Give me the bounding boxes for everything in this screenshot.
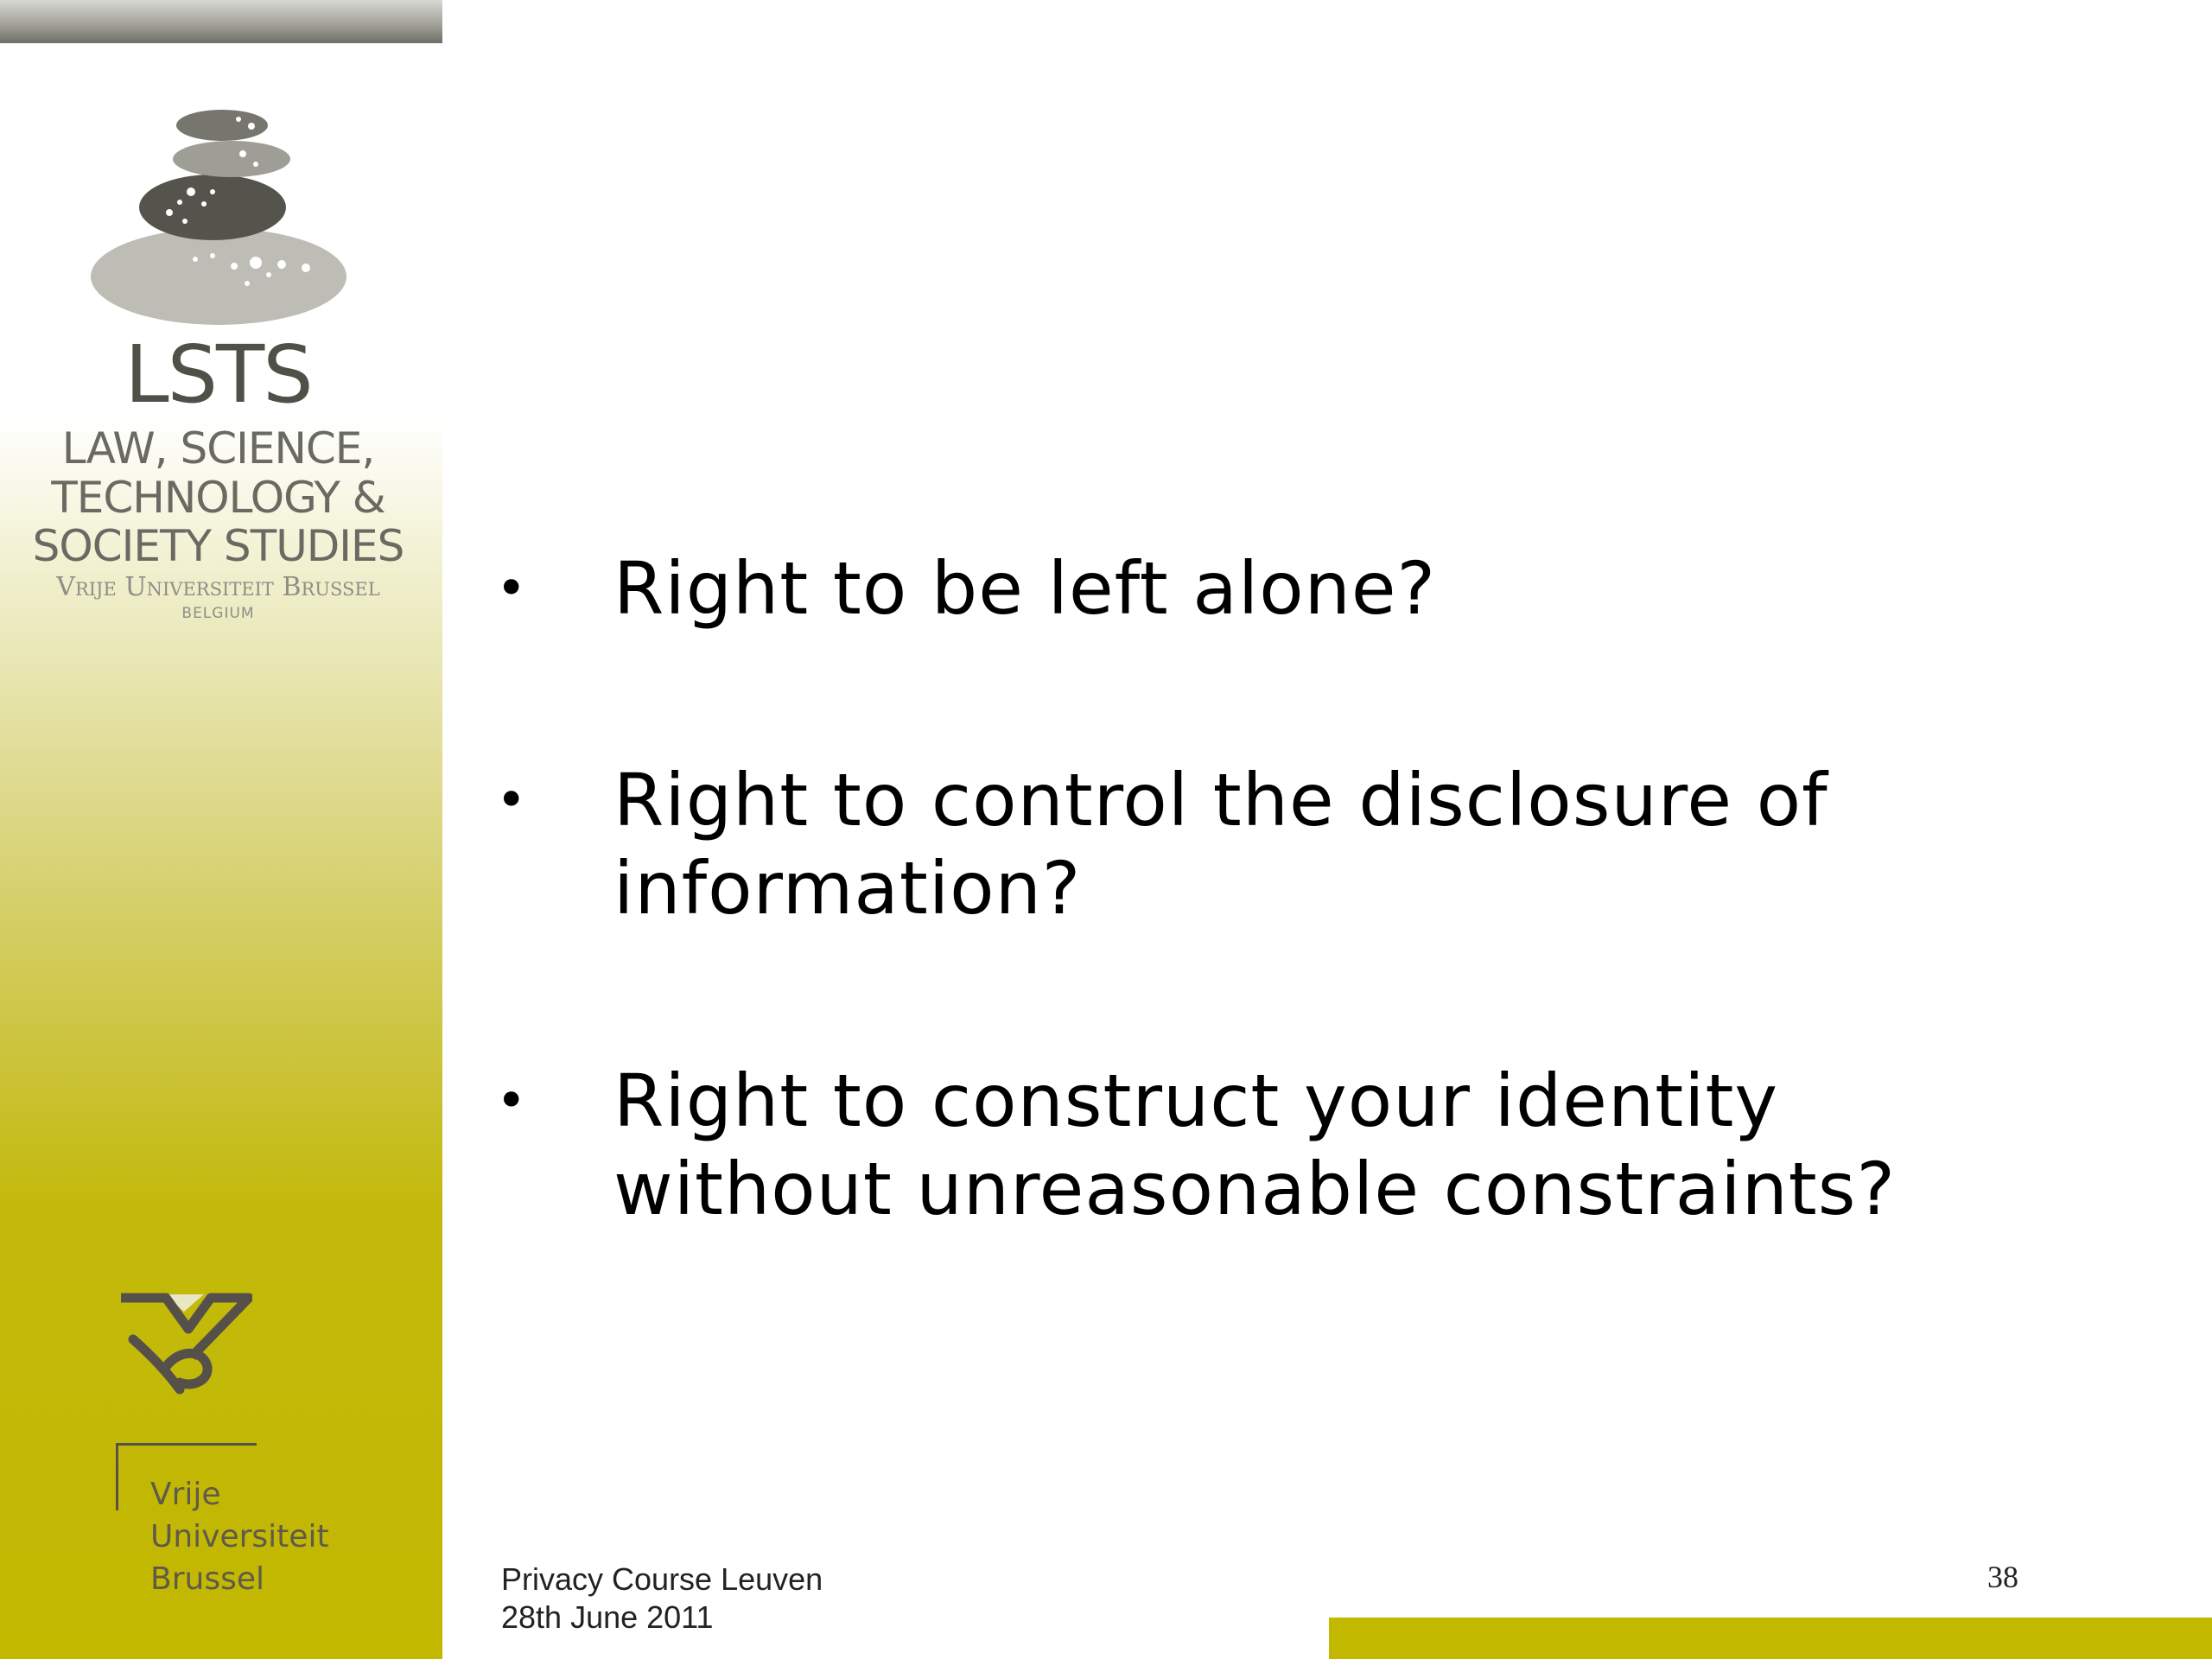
- bullet-text: Right to be left alone?: [613, 546, 1437, 631]
- lsts-line-3: SOCIETY STUDIES: [32, 521, 404, 571]
- lsts-country: BELGIUM: [181, 605, 255, 622]
- page-number: 38: [1987, 1560, 2018, 1594]
- bullet-marker-icon: •: [496, 558, 527, 619]
- footer-course-title: Privacy Course Leuven: [501, 1561, 823, 1597]
- vub-name-line-2: Universiteit: [150, 1519, 329, 1554]
- footer-course-info: [501, 1560, 823, 1637]
- bullet-item: [496, 544, 2082, 632]
- lsts-acronym: LSTS: [124, 328, 312, 421]
- vub-emblem-icon: [114, 1287, 252, 1408]
- bullet-marker-icon: •: [496, 770, 527, 830]
- bullet-item: [496, 1057, 1996, 1233]
- bullet-text: Right to control the disclosure of information?: [613, 758, 1828, 931]
- vub-name-line-3: Brussel: [150, 1561, 264, 1597]
- bottom-accent-bar: [1329, 1618, 2212, 1659]
- lsts-university: Vrije Universiteit Brussel: [56, 572, 380, 602]
- vub-name-line-1: Vrije: [150, 1477, 221, 1512]
- sidebar: [0, 0, 442, 1659]
- bullet-item: [496, 756, 1996, 932]
- stacked-stones-logo-icon: [83, 102, 359, 335]
- lsts-line-1: LAW, SCIENCE,: [61, 423, 375, 474]
- sidebar-top-bar: [0, 0, 442, 43]
- vub-name: [150, 1473, 410, 1600]
- lsts-line-2: TECHNOLOGY &: [51, 473, 385, 523]
- footer-date: 28th June 2011: [501, 1599, 714, 1635]
- bullet-text: Right to construct your identity without unreasonable constraints?: [613, 1058, 1897, 1231]
- bullet-marker-icon: •: [496, 1071, 527, 1131]
